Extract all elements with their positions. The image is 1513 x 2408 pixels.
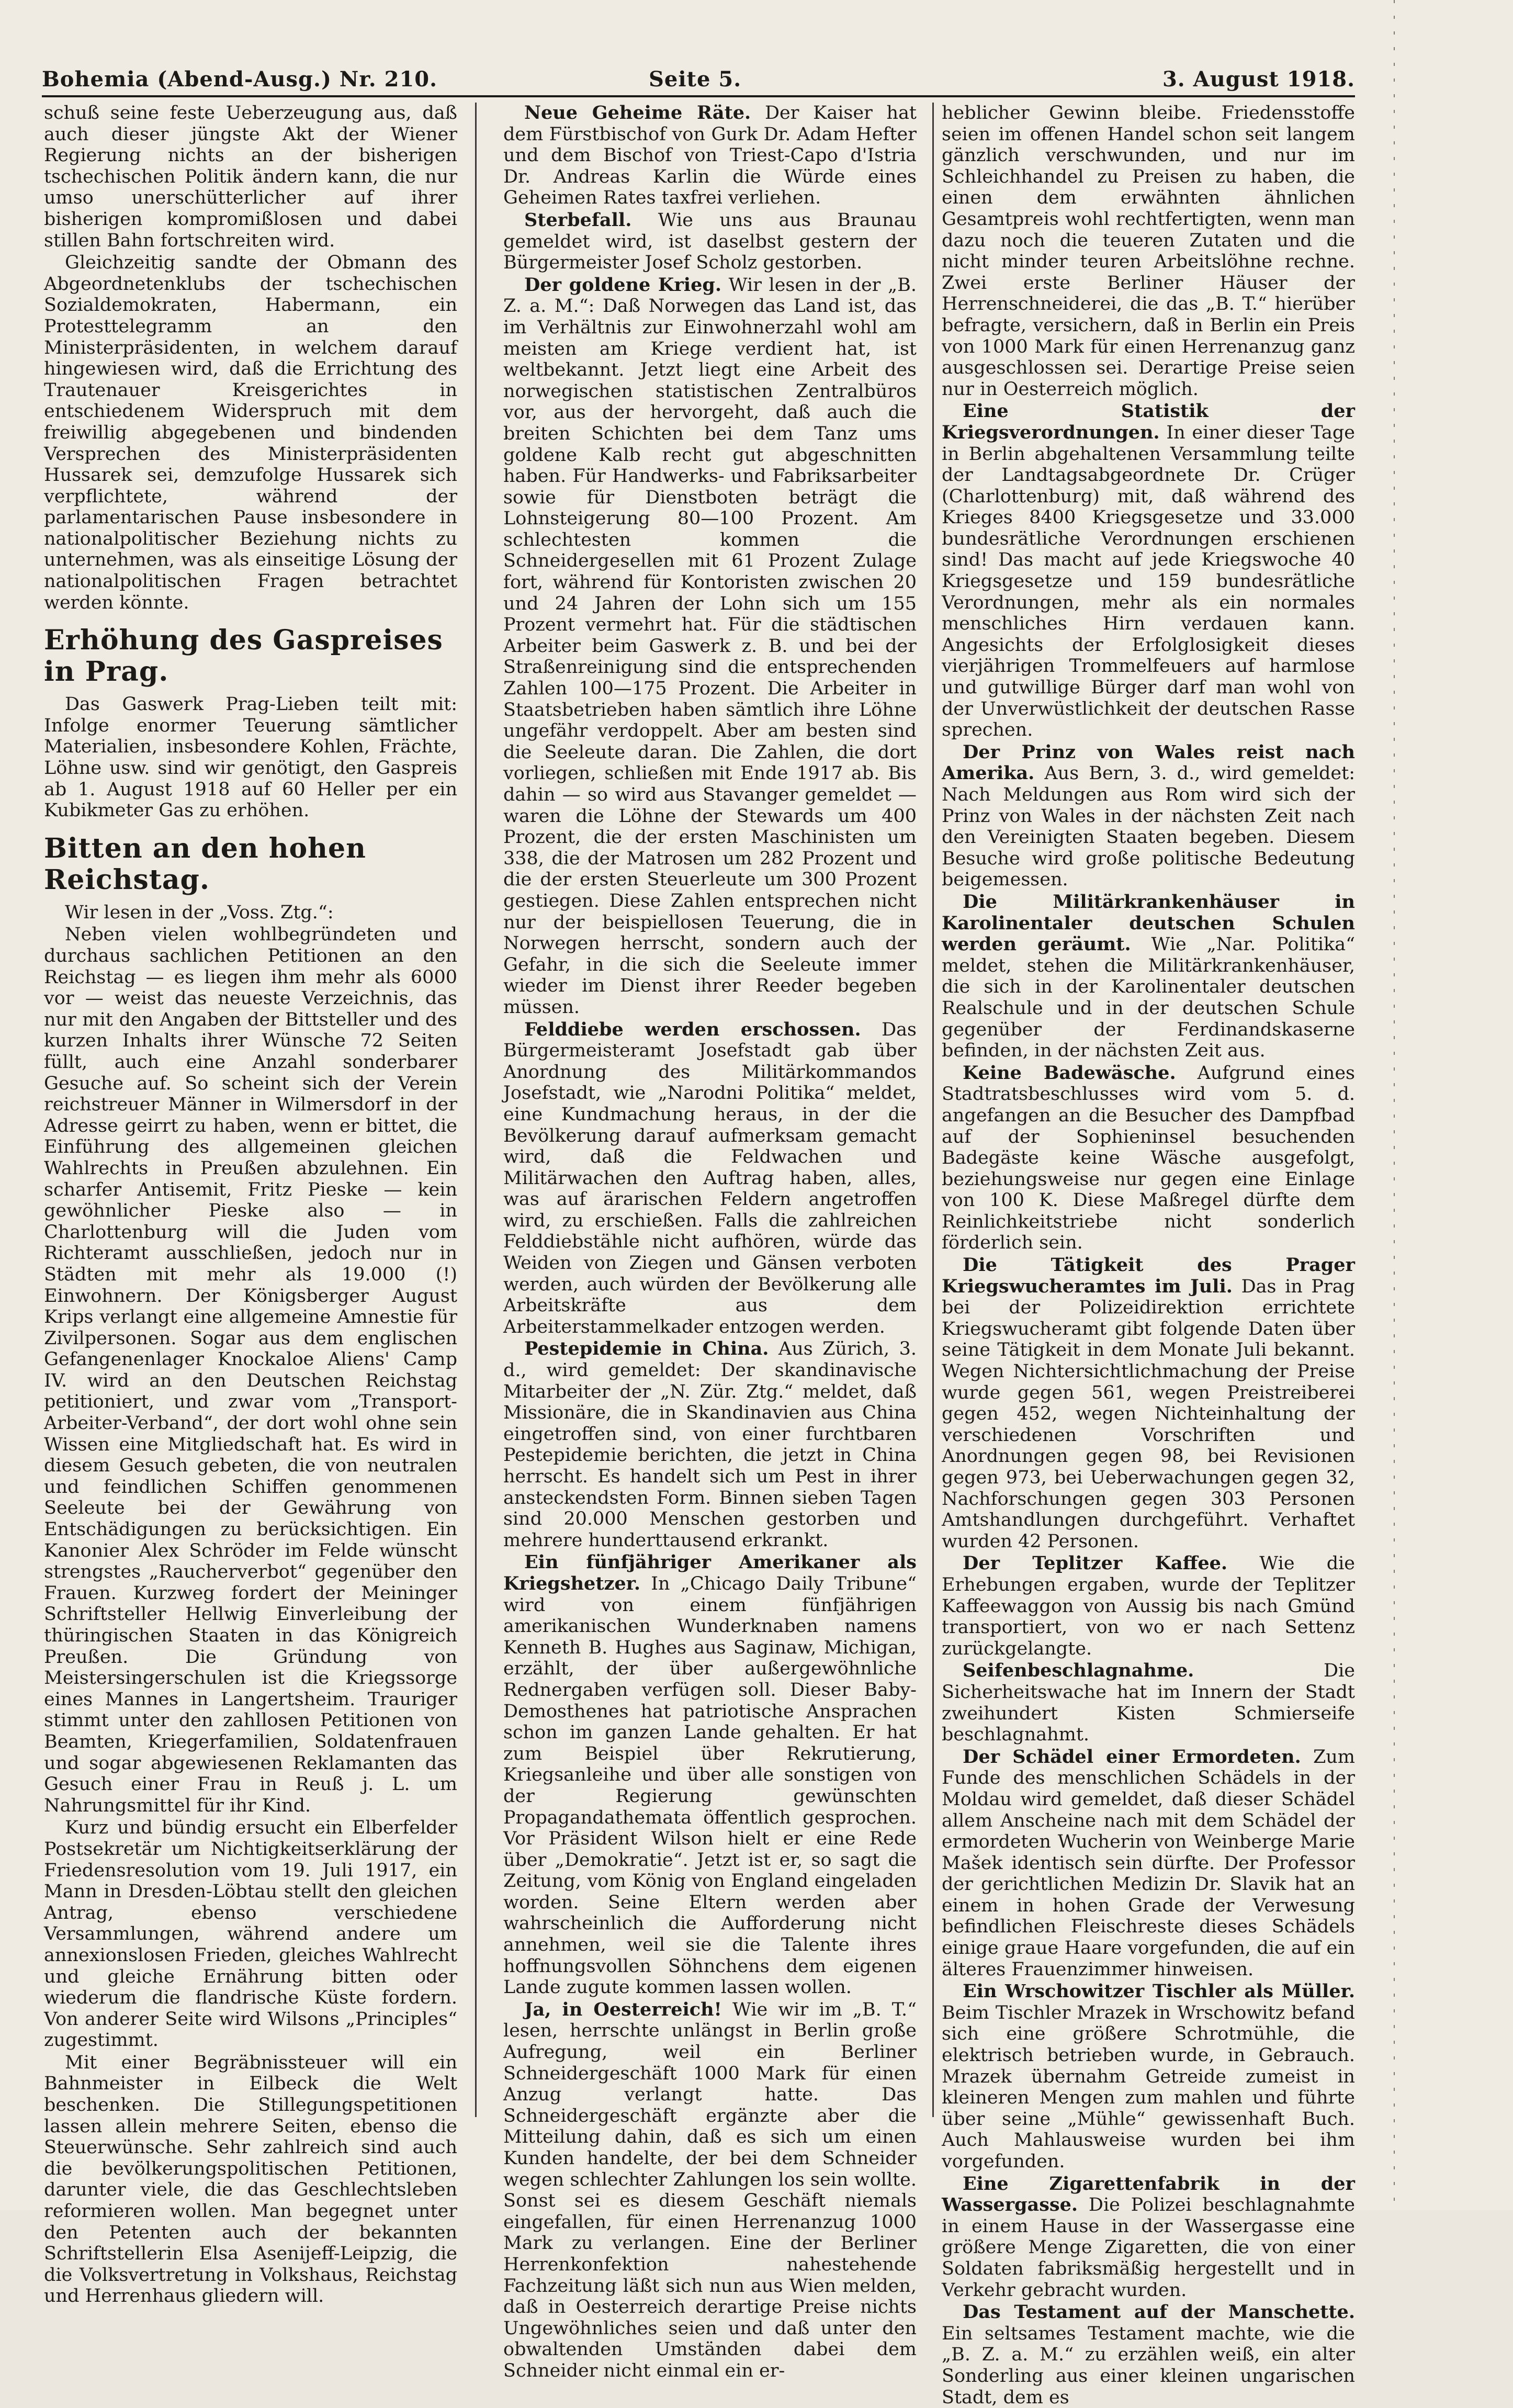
news-item (503, 1552, 917, 1998)
item-text: Aus Zürich, 3. d., wird gemeldet: Der skandinavische Mitarbeiter der „N. Zür. Ztg.“ meldet, daß Missionäre, die in Skandinavien aus China eingetroffen sind, von einer furchtbaren Pestepidemie berichten, die jetzt in China herrscht. Es handelt sich um Pest in ihrer ansteckendsten Form. Binnen sieben Tagen sind 20.000 Menschen gestorben und mehrere hunderttausend erkrankt. (503, 1338, 917, 1551)
item-heading: Der Teplitzer Kaffee. (963, 1552, 1228, 1574)
news-item (503, 1338, 917, 1551)
news-item (942, 742, 1355, 891)
item-heading: Ja, in Oesterreich! (524, 1998, 722, 2020)
column-1 (44, 103, 457, 2307)
item-text: Der Kaiser hat dem Fürstbischof von Gurk Dr. Adam Hefter und dem Bischof von Triest-Capo d'Istria Dr. Andreas Karlin die Würde eines Geheimen Rates taxfrei verliehen. (503, 103, 917, 209)
article-paragraph: schuß seine feste Ueberzeugung aus, daß auch dieser jüngste Akt der Wiener Regierung nichts an der bisherigen tschechischen Politik ändern kann, die nur umso unerschütterlicher auf ihrer bisherigen kompromißlosen und dabei stillen Bahn fortschreiten wird. (44, 103, 457, 251)
item-text: Wir lesen in der „B. Z. a. M.“: Daß Norwegen das Land ist, das im Verhältnis zur Einwohnerzahl wohl am meisten am Kriege verdient hat, ist weltbekannt. Jetzt liegt eine Arbeit des norwegischen statistischen Zentralbüros vor, aus der hervorgeht, daß auch die breiten Schichten bei dem Tanz ums goldene Kalb recht gut abgeschnitten haben. Für Handwerks- und Fabriksarbeiter sowie für Dienstboten beträgt die Lohnsteigerung 80—100 Prozent. Am schlechtesten kommen die Schneidergesellen mit 61 Prozent Zulage fort, während für Kontoristen zwischen 20 und 24 Jahren der Lohn sich um 155 Prozent vermehrt hat. Für die städtischen Arbeiter beim Gaswerk z. B. und bei der Straßenreinigung sind die entsprechenden Zahlen 100—175 Prozent. Die Arbeiter in Staatsbetrieben haben sämtlich ihre Löhne ungefähr verdoppelt. Aber am besten sind die Seeleute daran. Die Zahlen, die dort vorliegen, schließen mit Ende 1917 ab. Bis dahin — so wird aus Stavanger gemeldet — waren die Löhne der Stewards um 400 Prozent, die der ersten Maschinisten um 338, die der Matrosen um 282 Prozent und die der ersten Steuerleute um 300 Prozent gestiegen. Diese Zahlen entsprechen nicht nur der beispiellosen Teuerung, die in Norwegen herrscht, sondern auch der Gefahr, in die sich die Seeleute immer wieder im Dienst ihrer Reeder begeben müssen. (503, 274, 917, 1018)
article-paragraph: Das Gaswerk Prag-Lieben teilt mit: Infolge enormer Teuerung sämtlicher Materialien, insbesondere Kohlen, Frächte, Löhne usw. sind wir genötigt, den Gaspreis ab 1. August 1918 auf 60 Heller per ein Kubikmeter Gas zu erhöhen. (44, 694, 457, 822)
item-heading: Das Testament auf der Manschette. (963, 2301, 1355, 2323)
item-heading: Der Schädel einer Ermordeten. (963, 1746, 1301, 1768)
news-item (503, 1999, 917, 2382)
news-item (942, 1747, 1355, 1981)
news-item (942, 892, 1355, 1062)
headline-reichstag: Bitten an den hohen Reichstag. (44, 832, 366, 896)
item-heading: Sterbefall. (524, 209, 632, 231)
item-text: Aus Bern, 3. d., wird gemeldet: Nach Meldungen aus Rom wird sich der Prinz von Wales in der nächsten Zeit nach den Vereinigten Staaten begeben. Diesem Besuche wird große politische Bedeutung beigemessen. (942, 763, 1355, 891)
article-paragraph: Gleichzeitig sandte der Obmann des Abgeordnetenklubs der tschechischen Sozialdemokraten, Habermann, ein Protesttelegramm an den Ministerpräsidenten, in welchem darauf hingewiesen wird, daß die Errichtung des Trautenauer Kreisgerichtes in entschiedenem Widerspruch mit dem freiwillig abgegebenen und bindenden Versprechen des Ministerpräsidenten Hussarek sei, demzufolge Hussarek sich verpflichtete, während der parlamentarischen Pause insbesondere in nationalpolitischer Beziehung nichts zu unternehmen, was als einseitige Lösung der nationalpolitischen Fragen betrachtet werden könnte. (44, 252, 457, 613)
news-item (942, 1063, 1355, 1254)
item-heading: Neue Geheime Räte. (524, 102, 751, 123)
item-heading: Ein Wrschowitzer Tischler als Müller. (963, 1981, 1355, 2002)
item-text: Aufgrund eines Stadtratsbeschlusses wird vom 5. d. angefangen an die Besucher des Dampfbad auf der Sophieninsel besuchenden Badegäste keine Wäsche ausgefolgt, beziehungsweise nur gegen eine Einlage von 100 K. Diese Maßregel dürfte dem Reinlichkeitstriebe nicht sonderlich förderlich sein. (942, 1062, 1355, 1254)
item-text: Beim Tischler Mrazek in Wrschowitz befand sich eine größere Schrotmühle, die elektrisch betrieben wurde, in Gebrauch. Mrazek übernahm Getreide zumeist in kleineren Mengen zum mahlen und führte über seine „Mühle“ gewissenhaft Buch. Auch Mahlausweise wurden bei ihm vorgefunden. (942, 2002, 1355, 2172)
article-paragraph: Kurz und bündig ersucht ein Elberfelder Postsekretär um Nichtigkeitserklärung der Friedensresolution vom 19. Juli 1917, ein Mann in Dresden-Löbtau stellt den gleichen Antrag, ebenso verschiedene Versammlungen, während andere um annexionslosen Frieden, gleiches Wahlrecht und gleiche Ernährung bitten oder wiederum die flandrische Küste fordern. Von anderer Seite wird Wilsons „Principles“ zugestimmt. (44, 1817, 457, 2051)
item-heading: Seifenbeschlagnahme. (963, 1660, 1194, 1682)
header-masthead: Bohemia (Abend-Ausg.) Nr. 210. (42, 67, 438, 92)
column-rule-1 (475, 103, 477, 2117)
item-heading: Die Tätigkeit des Prager Kriegswucheramtes im Juli. (942, 1254, 1355, 1297)
news-item (942, 1553, 1355, 1659)
item-text: Wie die Erhebungen ergaben, wurde der Teplitzer Kaffeewaggon von Aussig bis nach Gmünd transportiert, von wo er nach Settenz zurückgelangte. (942, 1553, 1355, 1659)
header-page-number: Seite 5. (649, 67, 742, 92)
news-item (503, 275, 917, 1018)
news-item (942, 1981, 1355, 2172)
news-item (503, 1019, 917, 1338)
news-item (942, 2302, 1355, 2408)
news-item (942, 1255, 1355, 1552)
news-item (503, 210, 917, 274)
item-heading: Der goldene Krieg. (524, 274, 722, 296)
article-paragraph: heblicher Gewinn bleibe. Friedensstoffe seien im offenen Handel schon seit langem gänzlich verschwunden, und nur im Schleichhandel zu Preisen zu haben, die einen dem erwähnten ähnlichen Gesamtpreis wohl rechtfertigten, wenn man dazu noch die teueren Zutaten und die nicht minder teuren Arbeitslöhne rechne. Zwei erste Berliner Häuser der Herrenschneiderei, die das „B. T.“ hierüber befragte, versichern, daß in Berlin ein Preis von 1000 Mark für einen Herrenanzug ganz ausgeschlossen sei. Derartige Preise seien nur in Oesterreich möglich. (942, 103, 1355, 400)
news-item (503, 103, 917, 209)
item-heading: Die Militärkrankenhäuser in Karolinentaler deutschen Schulen werden geräumt. (942, 891, 1355, 955)
item-text: Das Bürgermeisteramt Josefstadt gab über Anordnung des Militärkommandos Josefstadt, wie „Narodni Politika“ meldet, eine Kundmachung heraus, in der die Bevölkerung darauf aufmerksam gemacht wird, daß die Feldwachen und Militärwachen den Auftrag haben, alles, was auf ärarischen Feldern angetroffen wird, zu erschießen. Falls die zahlreichen Felddiebstähle nicht aufhören, würde das Weiden von Ziegen und Gänsen verboten werden, auch würden der Bevölkerung alle Arbeitskräfte aus dem Arbeiterstammelkader entzogen werden. (503, 1019, 917, 1337)
scan-edge-marks (1394, 0, 1395, 2210)
item-text: Die Polizei beschlagnahmte in einem Hause in der Wassergasse eine größere Menge Zigaretten, die von einer Soldaten fabriksmäßig hergestellt und in Verkehr gebracht wurden. (942, 2195, 1355, 2301)
item-text: In einer dieser Tage in Berlin abgehaltenen Versammlung teilte der Landtagsabgeordnete Dr. Crüger (Charlottenburg) mit, daß während des Krieges 8400 Kriegsgesetze und 33.000 bundesrätliche Verordnungen erschienen sind! Das macht auf jede Kriegswoche 40 Kriegsgesetze und 159 bundesrätliche Verordnungen, mehr als ein normales menschliches Hirn verdauen kann. Angesichts der Erfolglosigkeit dieses vierjährigen Trommelfeuers auf harmlose und gutwillige Bürger darf man wohl von der Unverwüstlichkeit der deutschen Rasse sprechen. (942, 422, 1355, 741)
column-rule-2 (932, 103, 934, 2117)
item-text: Wie „Nar. Politika“ meldet, stehen die Militärkrankenhäuser, die sich in der Karolinentaler deutschen Realschule und in der deutschen Schule gegenüber der Ferdinandskaserne befinden, in der nächsten Zeit aus. (942, 934, 1355, 1062)
column-3 (942, 103, 1355, 2408)
item-text: In „Chicago Daily Tribune“ wird von einem fünfjährigen amerikanischen Wunderknaben namens Kenneth B. Hughes aus Saginaw, Michigan, erzählt, der über außergewöhnliche Rednergaben verfügen soll. Dieser Baby-Demosthenes hat patriotische Ansprachen schon im ganzen Lande gehalten. Er hat zum Beispiel über Rekrutierung, Kriegsanleihe und über alle sonstigen von der Regierung gewünschten Propagandathemata öffentlich gesprochen. Vor Präsident Wilson hielt er eine Rede über „Demokratie“. Jetzt ist er, so sagt die Zeitung, vom König von England eingeladen worden. Seine Eltern werden aber wahrscheinlich die Aufforderung nicht annehmen, weil sie die Talente ihres hoffnungsvollen Söhnchens dem eigenen Lande zugute kommen lassen wollen. (503, 1573, 917, 1998)
article-paragraph: Neben vielen wohlbegründeten und durchaus sachlichen Petitionen an den Reichstag — es liegen ihm mehr als 6000 vor — weist das neueste Verzeichnis, das nur mit den Angaben der Bittsteller und des kurzen Inhalts ihrer Wünsche 72 Seiten füllt, auch eine Anzahl sonderbarer Gesuche auf. So scheint sich der Verein reichstreuer Männer in Wilmersdorf in der Adresse geirrt zu haben, wenn er bittet, die Einführung des allgemeinen gleichen Wahlrechts in Preußen abzulehnen. Ein scharfer Antisemit, Fritz Pieske — kein gewöhnlicher Pieske also — in Charlottenburg will die Juden vom Richteramt ausschließen, jedoch nur in Städten mit mehr als 19.000 (!) Einwohnern. Der Königsberger August Krips verlangt eine allgemeine Amnestie für Zivilpersonen. Sogar aus dem englischen Gefangenenlager Knockaloe Aliens' Camp IV. wird an den Deutschen Reichstag petitioniert, und zwar vom „Transport-Arbeiter-Verband“, der dort wohl ohne sein Wissen eine Mitgliedschaft hat. Es wird in diesem Gesuch gebeten, die von neutralen und feindlichen Schiffen genommenen Seeleute bei der Gewährung von Entschädigungen zu berücksichtigen. Ein Kanonier Alex Schröder im Felde wünscht strengstes „Raucherverbot“ gegenüber den Frauen. Kurzweg fordert der Meininger Schriftsteller Hellwig Einverleibung der thüringischen Staaten in das Königreich Preußen. Die Gründung von Meistersingerschulen ist die Kriegssorge eines Mannes in Langertsheim. Trauriger stimmt unter den zahllosen Petitionen von Beamten, Kriegerfamilien, Soldatenfrauen und sogar abgewiesenen Reklamanten das Gesuch einer Frau in Reuß j. L. um Nahrungsmittel für ihr Kind. (44, 924, 457, 1816)
item-text: Die Sicherheitswache hat im Innern der Stadt zweihundert Kisten Schmierseife beschlagnahmt. (942, 1660, 1355, 1746)
item-text: Ein seltsames Testament machte, wie die „B. Z. a. M.“ zu erzählen weiß, ein alter Sonderling aus einer kleinen ungarischen Stadt, dem es (942, 2323, 1355, 2408)
item-heading: Ein fünfjähriger Amerikaner als Kriegshetzer. (503, 1551, 917, 1594)
item-heading: Pestepidemie in China. (524, 1338, 769, 1360)
item-text: Zum Funde des menschlichen Schädels in der Moldau wird gemeldet, daß dieser Schädel allem Anscheine nach mit dem Schädel der ermordeten Wucherin von Weinberge Marie Mašek identisch sein dürfte. Der Professor der gerichtlichen Medizin Dr. Slavik hat an einem in hohen Grade der Verwesung befindlichen Fleischreste dieses Schädels einige graue Haare vorgefunden, die auf ein älteres Frauenzimmer hinweisen. (942, 1746, 1355, 1980)
headline-gaspreis: Erhöhung des Gaspreises in Prag. (44, 624, 443, 688)
item-heading: Eine Zigarettenfabrik in der Wassergasse. (942, 2173, 1355, 2216)
news-item (942, 1660, 1355, 1745)
news-item (942, 401, 1355, 741)
article-paragraph: Wir lesen in der „Voss. Ztg.“: (65, 902, 334, 923)
header-date: 3. August 1918. (1162, 67, 1355, 92)
item-heading: Keine Badewäsche. (963, 1062, 1176, 1084)
item-heading: Der Prinz von Wales reist nach Amerika. (942, 741, 1355, 784)
item-heading: Felddiebe werden erschossen. (524, 1018, 861, 1040)
article-paragraph: Mit einer Begräbnissteuer will ein Bahnmeister in Eilbeck die Welt beschenken. Die Stillegungspetitionen lassen allein mehrere Seiten, ebenso die Steuerwünsche. Sehr zahlreich sind auch die bevölkerungspolitischen Petitionen, darunter viele, die das Geschlechtsleben reformieren wollen. Man begegnet unter den Petenten auch der bekannten Schriftstellerin Elsa Asenijeff-Leipzig, die die Volksvertretung in Volkshaus, Reichstag und Herrenhaus gliedern will. (44, 2052, 457, 2307)
news-item (942, 2174, 1355, 2301)
header-rule (42, 95, 1355, 97)
column-2 (503, 102, 917, 2381)
item-text: Wie uns aus Braunau gemeldet wird, ist daselbst gestern der Bürgermeister Josef Scholz gestorben. (503, 209, 917, 274)
item-text: Das in Prag bei der Polizeidirektion errichtete Kriegswucheramt gibt folgende Daten über seine Tätigkeit in dem Monate Juli bekannt. Wegen Nichtersichtlichmachung der Preise wurde gegen 561, wegen Preistreiberei gegen 452, wegen Nichteinhaltung der verschiedenen Vorschriften und Anordnungen gegen 98, bei Revisionen gegen 973, bei Ueberwachungen gegen 32, Nachforschungen gegen 303 Personen Amtshandlungen durchgeführt. Verhaftet wurden 42 Personen. (942, 1276, 1355, 1552)
page-header (42, 64, 1355, 95)
item-text: Wie wir im „B. T.“ lesen, herrschte unlängst in Berlin große Aufregung, weil ein Berliner Schneidergeschäft 1000 Mark für einen Anzug verlangt hatte. Das Schneidergeschäft ergänzte aber die Mitteilung dahin, daß es sich um einen Kunden handelte, der bei dem Schneider wegen schlechter Zahlungen los sein wollte. Sonst sei es diesem Geschäft niemals eingefallen, für einen Herrenanzug 1000 Mark zu verlangen. Eine der Berliner Herrenkonfektion nahestehende Fachzeitung läßt sich nun aus Wien melden, daß in Oesterreich derartige Preise nichts Ungewöhnliches seien und daß unter den obwaltenden Umständen dabei dem Schneider nicht einmal ein er- (503, 1999, 917, 2381)
item-heading: Eine Statistik der Kriegsverordnungen. (942, 400, 1355, 443)
